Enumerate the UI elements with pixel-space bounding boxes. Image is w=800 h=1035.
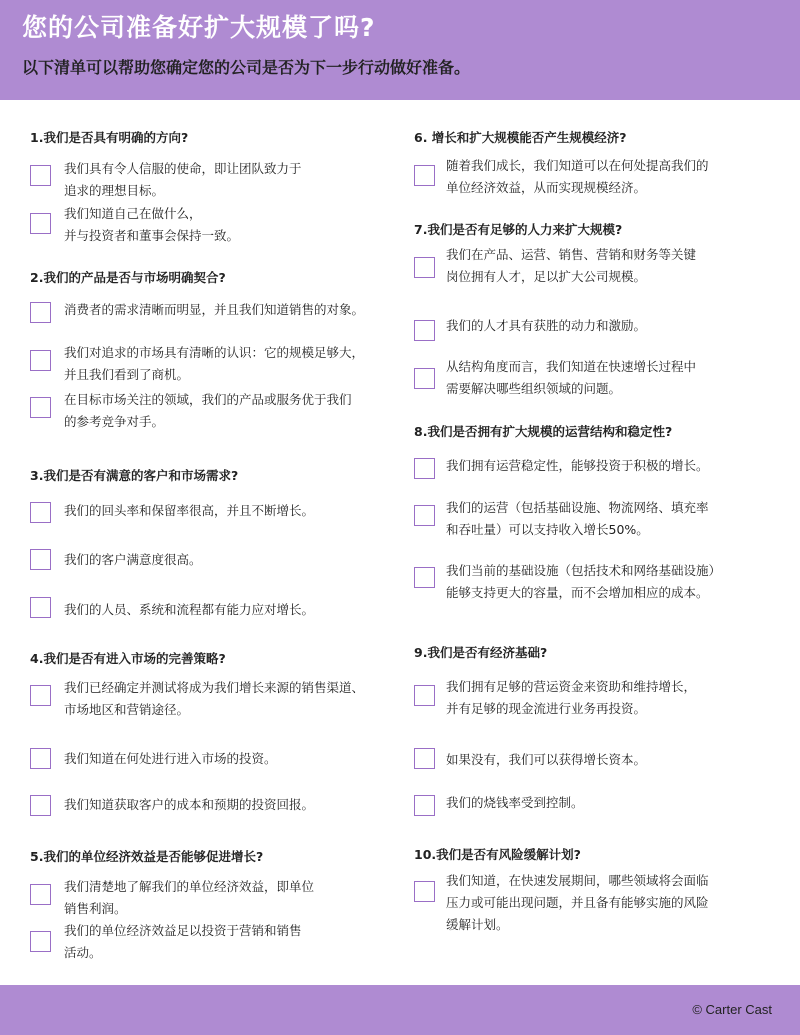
checklist-item-text: 我们的人员、系统和流程都有能力应对增长。 [64,602,315,617]
checkbox[interactable] [30,748,51,769]
question-3-title: 3.我们是否有满意的客户和市场需求? [30,468,239,483]
checkbox[interactable] [30,884,51,905]
question-5-title: 5.我们的单位经济效益是否能够促进增长? [30,849,264,864]
page-title: 您的公司准备好扩大规模了吗? [22,13,376,42]
checklist-item-text: 我们已经确定并测试将成为我们增长来源的销售渠道、 市场地区和营销途径。 [64,680,365,717]
question-6-title: 6. 增长和扩大规模能否产生规模经济? [414,130,627,145]
checkbox[interactable] [30,502,51,523]
checklist-item-text: 从结构角度而言，我们知道在快速增长过程中 需要解决哪些组织领域的问题。 [446,359,697,396]
checkbox[interactable] [30,597,51,618]
checkbox[interactable] [30,165,51,186]
checklist-item-text: 我们当前的基础设施（包括技术和网络基础设施） 能够支持更大的容量，而不会增加相应的成本。 [446,563,722,600]
checkbox[interactable] [30,931,51,952]
checklist-item-text: 我们拥有运营稳定性，能够投资于积极的增长。 [446,458,709,473]
checkbox[interactable] [414,567,435,588]
question-10-title: 10.我们是否有风险缓解计划? [414,847,581,862]
checklist-item-text: 我们知道获取客户的成本和预期的投资回报。 [64,797,315,812]
checklist-item-text: 我们的运营（包括基础设施、物流网络、填充率 和吞吐量）可以支持收入增长50%。 [446,500,709,537]
checklist-item-text: 我们知道，在快速发展期间，哪些领域将会面临 压力或可能出现问题，并且备有能够实施的风险 缓解计划。 [446,873,709,932]
checkbox[interactable] [414,685,435,706]
checkbox[interactable] [414,458,435,479]
checkbox[interactable] [414,320,435,341]
question-8-title: 8.我们是否拥有扩大规模的运营结构和稳定性? [414,424,673,439]
checklist-item-text: 我们的回头率和保留率很高，并且不断增长。 [64,503,315,518]
checkbox[interactable] [414,881,435,902]
question-7-title: 7.我们是否有足够的人力来扩大规模? [414,222,623,237]
checkbox[interactable] [414,165,435,186]
checkbox[interactable] [30,213,51,234]
checklist-item-text: 我们拥有足够的营运资金来资助和维持增长， 并有足够的现金流进行业务再投资。 [446,679,697,716]
checklist-item-text: 如果没有，我们可以获得增长资本。 [446,752,647,767]
copyright-credit: © Carter Cast [692,1002,772,1017]
question-2-title: 2.我们的产品是否与市场明确契合? [30,270,226,285]
checklist-item-text: 我们清楚地了解我们的单位经济效益，即单位 销售利润。 [64,879,315,916]
checkbox[interactable] [414,795,435,816]
checkbox[interactable] [30,350,51,371]
footer-band [0,985,800,1035]
header-band [0,0,800,100]
checklist-item-text: 消费者的需求清晰而明显，并且我们知道销售的对象。 [64,302,365,317]
checkbox[interactable] [414,748,435,769]
checkbox[interactable] [30,302,51,323]
checklist-item-text: 我们具有令人信服的使命，即让团队致力于 追求的理想目标。 [64,161,302,198]
checkbox[interactable] [30,397,51,418]
checklist-item-text: 我们的人才具有获胜的动力和激励。 [446,318,647,333]
checklist-item-text: 我们的烧钱率受到控制。 [446,795,584,810]
checklist-item-text: 我们知道自己在做什么， 并与投资者和董事会保持一致。 [64,206,240,243]
question-9-title: 9.我们是否有经济基础? [414,645,548,660]
question-1-title: 1.我们是否具有明确的方向? [30,130,189,145]
checklist-item-text: 在目标市场关注的领域，我们的产品或服务优于我们 的参考竞争对手。 [64,392,352,429]
checkbox[interactable] [30,685,51,706]
checkbox[interactable] [414,505,435,526]
checklist-item-text: 我们在产品、运营、销售、营销和财务等关键 岗位拥有人才，足以扩大公司规模。 [446,247,697,284]
checklist-item-text: 我们对追求的市场具有清晰的认识：它的规模足够大， 并且我们看到了商机。 [64,345,365,382]
checklist-item-text: 我们的客户满意度很高。 [64,552,202,567]
checklist-item-text: 随着我们成长，我们知道可以在何处提高我们的 单位经济效益，从而实现规模经济。 [446,158,709,195]
checkbox[interactable] [30,795,51,816]
page-subtitle: 以下清单可以帮助您确定您的公司是否为下一步行动做好准备。 [22,58,471,77]
question-4-title: 4.我们是否有进入市场的完善策略? [30,651,226,666]
checkbox[interactable] [414,368,435,389]
checkbox[interactable] [30,549,51,570]
checkbox[interactable] [414,257,435,278]
checklist-item-text: 我们知道在何处进行进入市场的投资。 [64,751,277,766]
checklist-item-text: 我们的单位经济效益足以投资于营销和销售 活动。 [64,923,302,960]
